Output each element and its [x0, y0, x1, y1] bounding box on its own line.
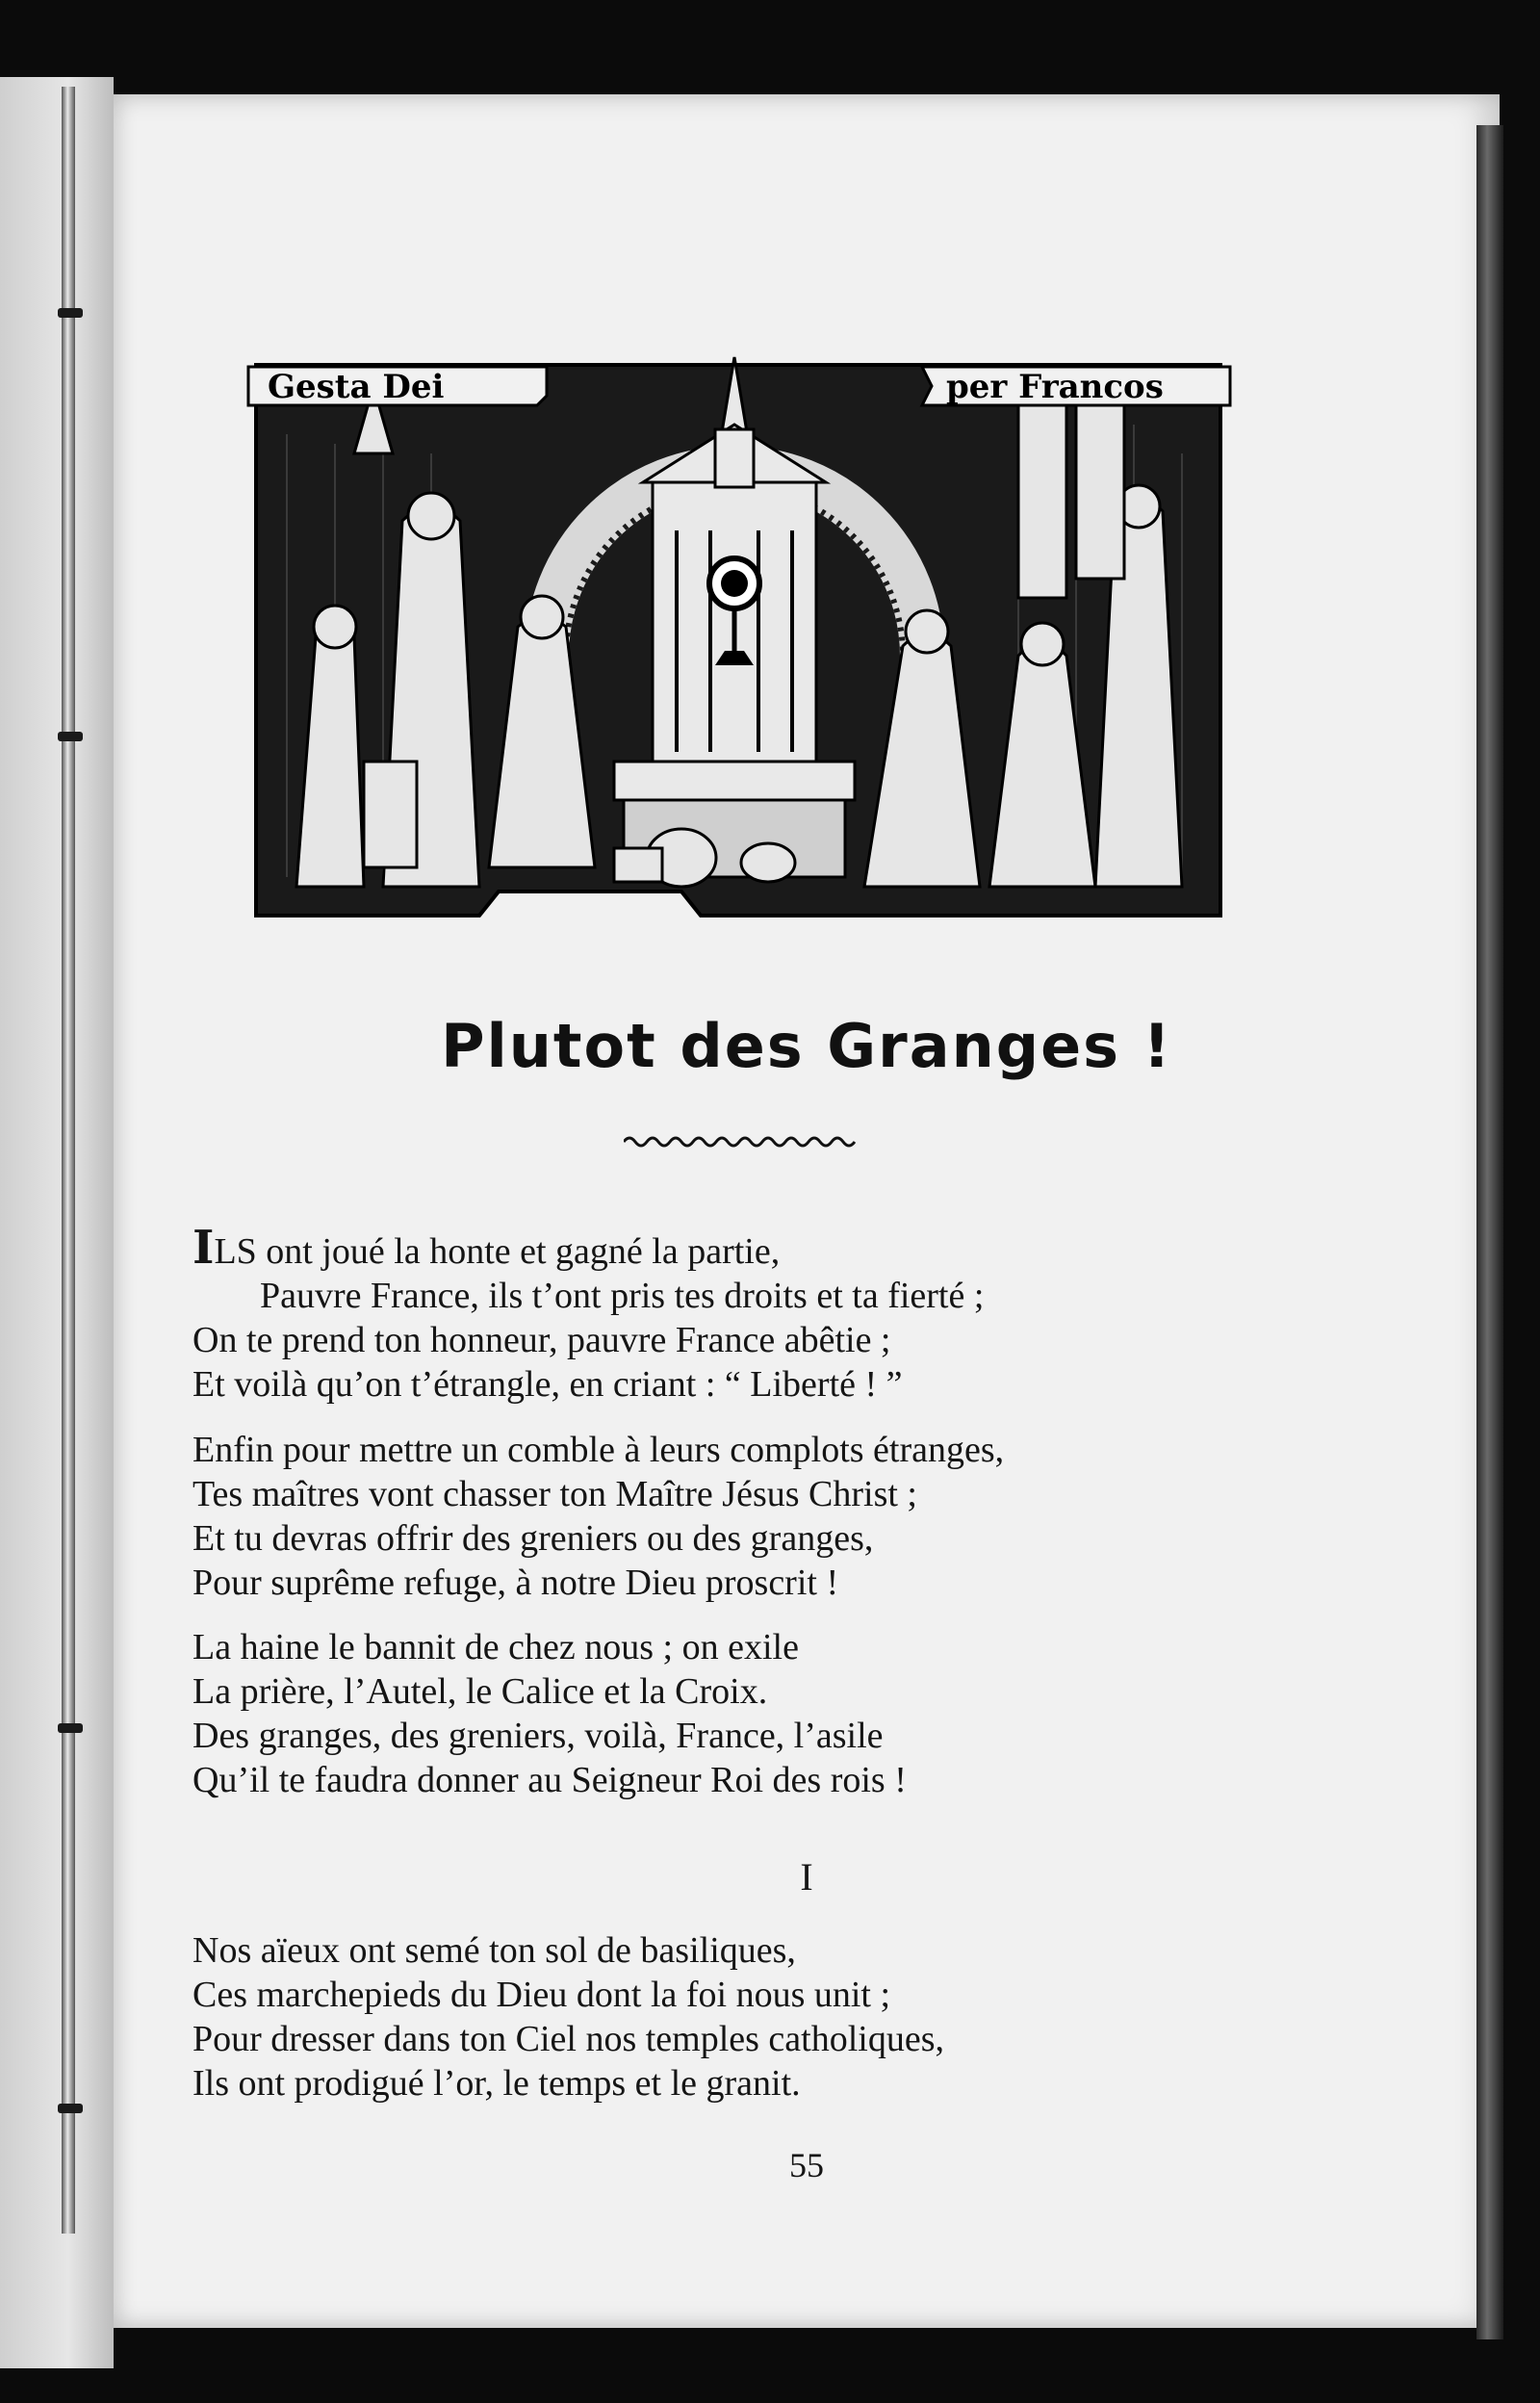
binding-stitch — [58, 308, 83, 318]
verse-line: On te prend ton honneur, pauvre France abêtie ; — [192, 1320, 891, 1360]
section-numeral: I — [800, 1855, 813, 1899]
previous-page-edge — [0, 77, 114, 2368]
stanza — [192, 1428, 1348, 1605]
binding-stitch — [58, 732, 83, 741]
verse-line: Pauvre France, ils t’ont pris tes droits et ta fierté ; — [260, 1276, 985, 1316]
page-number: 55 — [789, 2146, 824, 2184]
verse-line: Et voilà qu’on t’étrangle, en criant : “ Liberté ! ” — [192, 1364, 903, 1405]
book-spine — [62, 87, 75, 2234]
banner-left-text: Gesta Dei — [268, 368, 445, 406]
verse-line: ILS ont joué la honte et gagné la partie, — [192, 1221, 781, 1275]
banner-right-text: per Francos — [946, 368, 1164, 406]
engraved-illustration — [229, 338, 1240, 937]
verse-line: La prière, l’Autel, le Calice et la Croix. — [192, 1671, 768, 1712]
stanza — [192, 1221, 1348, 1407]
verse-line: Pour dresser dans ton Ciel nos temples catholiques, — [192, 2019, 944, 2059]
book-page — [114, 94, 1500, 2328]
verse-line: Et tu devras offrir des greniers ou des granges, — [192, 1518, 874, 1559]
binding-stitch — [58, 2104, 83, 2113]
stanza — [192, 1625, 1348, 1802]
verse-line: Enfin pour mettre un comble à leurs complots étranges, — [192, 1430, 1005, 1470]
verse-line: Ils ont prodigué l’or, le temps et le granit. — [192, 2063, 801, 2104]
verse-line: Des granges, des greniers, voilà, France, l’asile — [192, 1716, 884, 1756]
poem-title: Plutot des Granges ! — [441, 1011, 1172, 1081]
page-edge-shadow — [1476, 125, 1503, 2339]
wavy-divider — [624, 1132, 864, 1151]
verse-line: Tes maîtres vont chasser ton Maître Jésus Christ ; — [192, 1474, 917, 1514]
binding-stitch — [58, 1723, 83, 1733]
verse-line: La haine le bannit de chez nous ; on exile — [192, 1627, 799, 1667]
drop-cap: I — [192, 1221, 215, 1275]
verse-line: Ces marchepieds du Dieu dont la foi nous unit ; — [192, 1975, 891, 2015]
verse-line: Qu’il te faudra donner au Seigneur Roi des rois ! — [192, 1760, 907, 1800]
verse-line: Pour suprême refuge, à notre Dieu proscrit ! — [192, 1563, 839, 1603]
verse-line: Nos aïeux ont semé ton sol de basiliques, — [192, 1930, 796, 1971]
stanza — [192, 1928, 1348, 2106]
